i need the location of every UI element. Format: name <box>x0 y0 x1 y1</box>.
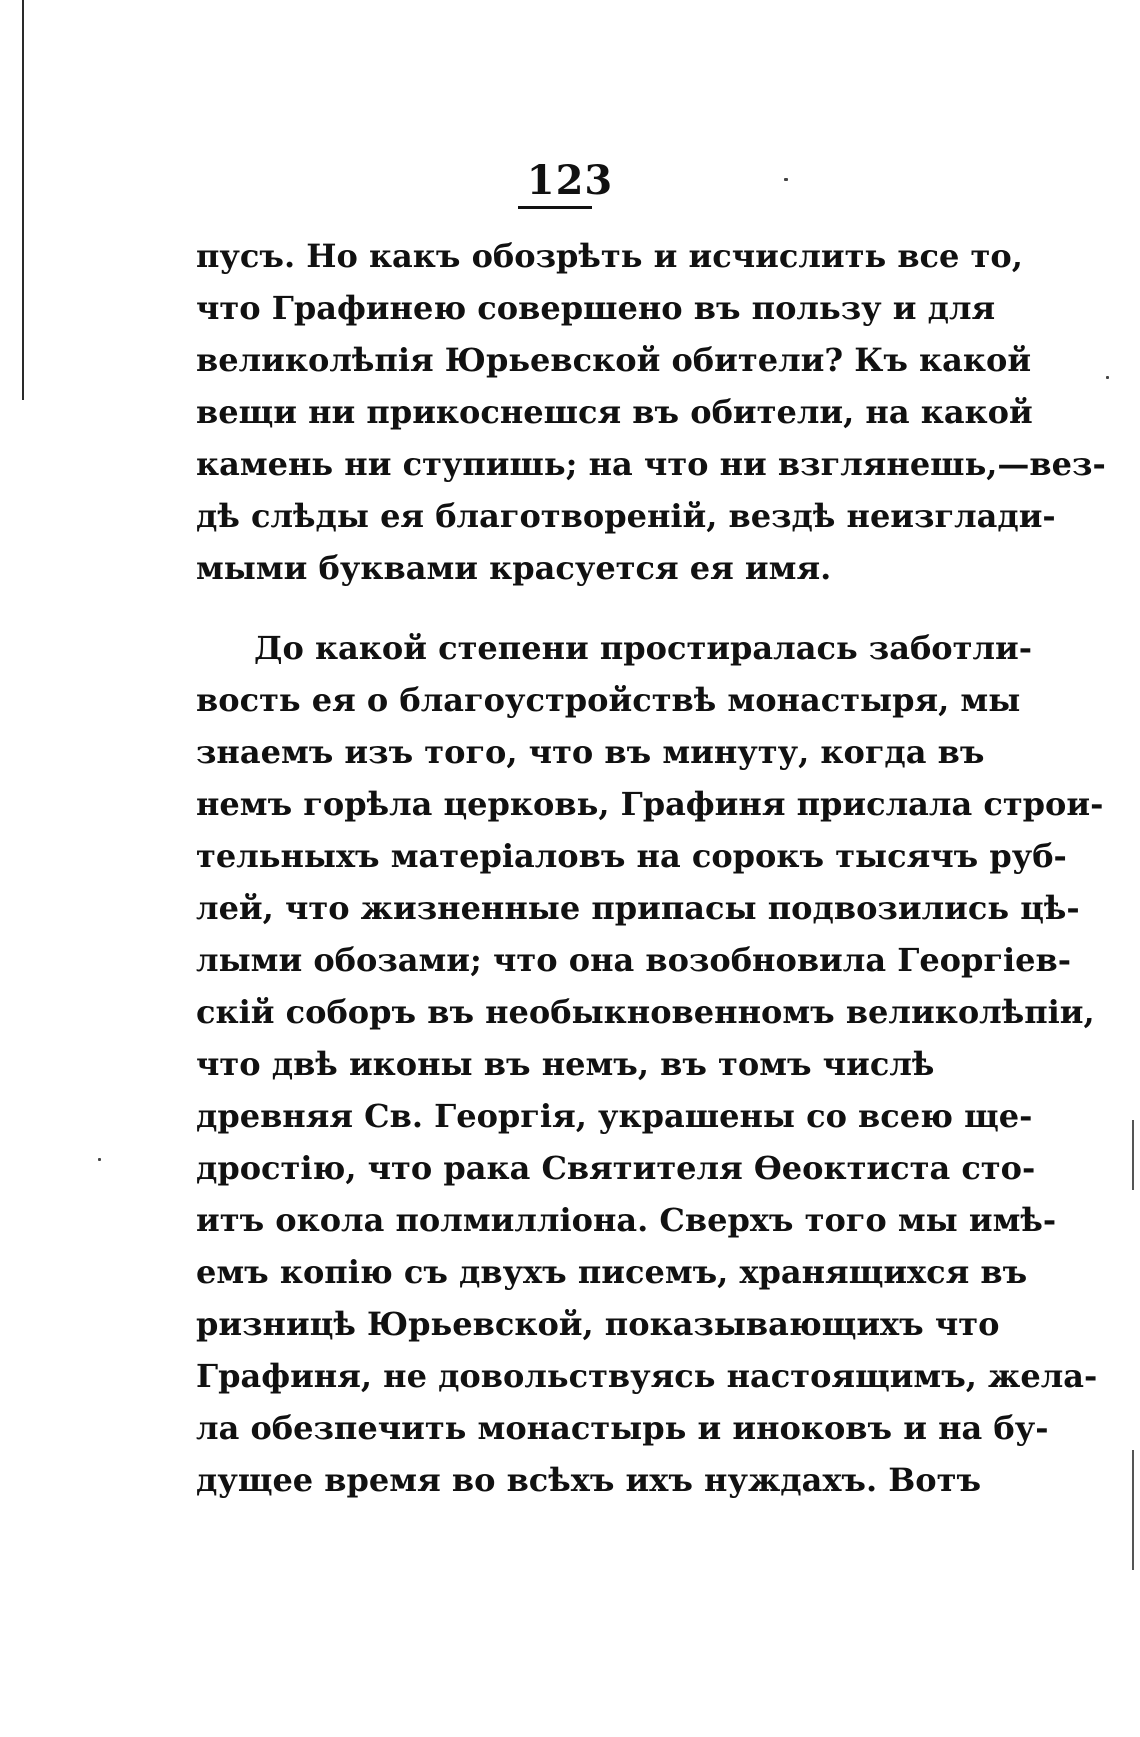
text-line: вещи ни прикоснешся въ обители, на какой <box>196 393 1033 431</box>
scan-right-edge-mark <box>1132 1450 1134 1570</box>
text-line: великолѣпія Юрьевской обители? Къ какой <box>196 341 1032 379</box>
text-line: лыми обозами; что она возобновила Георгіев- <box>196 941 1072 979</box>
text-line: До какой степени простиралась заботли- <box>254 629 1033 667</box>
text-line: немъ горѣла церковь, Графиня прислала строи- <box>196 785 1104 823</box>
scan-speck <box>1106 376 1109 379</box>
text-line: пусъ. Но какъ обозрѣть и исчислить все то, <box>196 237 1023 275</box>
text-line: древняя Св. Георгія, украшены со всею ще- <box>196 1097 1033 1135</box>
paragraph-1 <box>196 230 1106 594</box>
text-line: лей, что жизненные припасы подвозились цѣ- <box>196 889 1080 927</box>
text-line: тельныхъ матеріаловъ на сорокъ тысячъ руб- <box>196 837 1067 875</box>
scan-speck <box>98 1158 101 1161</box>
text-line: дростію, что рака Святителя Ѳеоктиста сто- <box>196 1149 1036 1187</box>
text-line: итъ окола полмилліона. Сверхъ того мы имѣ- <box>196 1201 1057 1239</box>
text-line: Графиня, не довольствуясь настоящимъ, жела- <box>196 1357 1098 1395</box>
text-line: камень ни ступишь; на что ни взглянешь,—вез- <box>196 445 1106 483</box>
text-line: скій соборъ въ необыкновенномъ великолѣпіи, <box>196 993 1095 1031</box>
text-line: дѣ слѣды ея благотвореній, вездѣ неизглади- <box>196 497 1056 535</box>
text-line: ризницѣ Юрьевской, показывающихъ что <box>196 1305 1000 1343</box>
text-line: емъ копію съ двухъ писемъ, хранящихся въ <box>196 1253 1028 1291</box>
text-line: знаемъ изъ того, что въ минуту, когда въ <box>196 733 985 771</box>
text-line: вость ея о благоустройствѣ монастыря, мы <box>196 681 1021 719</box>
text-line: мыми буквами красуется ея имя. <box>196 549 832 587</box>
text-line: что Графинею совершено въ пользу и для <box>196 289 996 327</box>
text-line: что двѣ иконы въ немъ, въ томъ числѣ <box>196 1045 935 1083</box>
paragraph-2 <box>196 622 1104 1506</box>
page-number: 123 <box>526 157 614 204</box>
page-number-underline <box>518 206 592 209</box>
text-line: дущее время во всѣхъ ихъ нуждахъ. Вотъ <box>196 1461 981 1499</box>
scan-right-edge-mark <box>1132 1120 1134 1190</box>
text-line: ла обезпечить монастырь и иноковъ и на бу- <box>196 1409 1049 1447</box>
